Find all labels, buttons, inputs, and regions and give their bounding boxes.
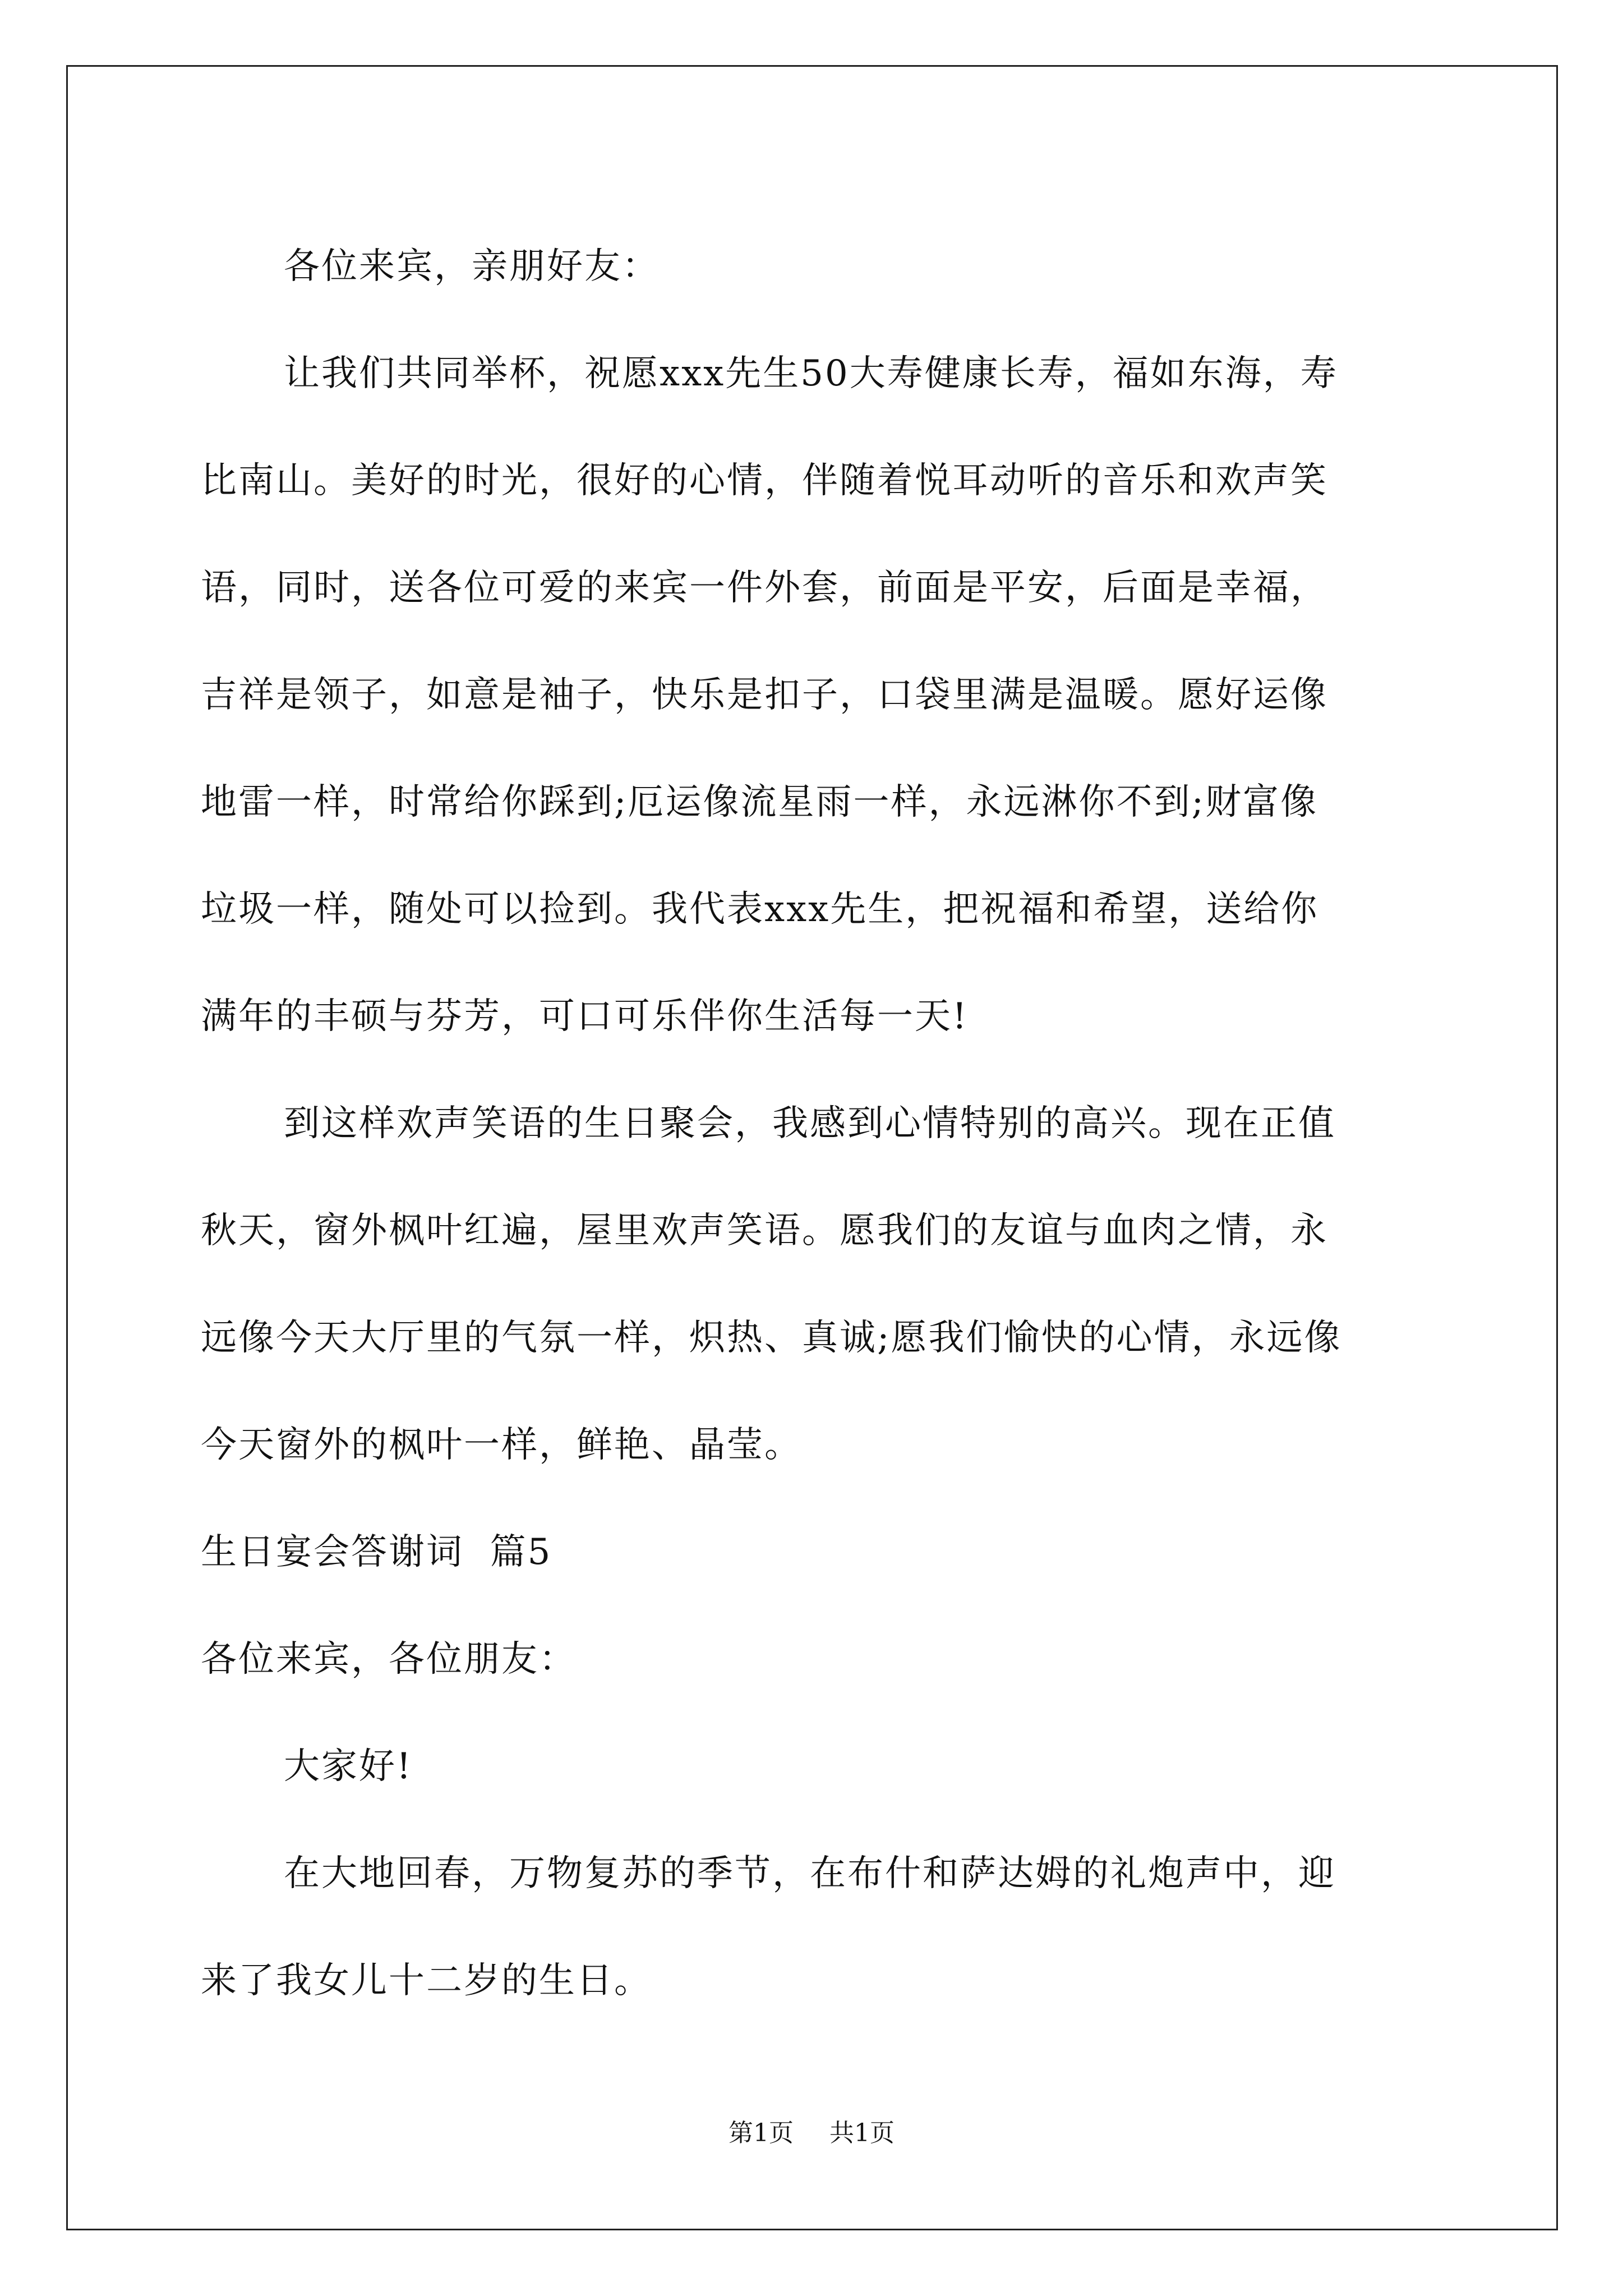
- paragraph-line: 在大地回春，万物复苏的季节，在布什和萨达姆的礼炮声中，迎: [284, 1853, 1336, 1894]
- paragraph-line: 地雷一样，时常给你踩到;厄运像流星雨一样，永远淋你不到;财富像: [201, 781, 1318, 823]
- page-footer: [0, 2116, 1623, 2150]
- greeting: 大家好!: [284, 1746, 413, 1787]
- paragraph-line: 到这样欢声笑语的生日聚会，我感到心情特别的高兴。现在正值: [284, 1103, 1336, 1144]
- paragraph-line: 吉祥是领子，如意是袖子，快乐是扣子，口袋里满是温暖。愿好运像: [201, 674, 1328, 716]
- page-number: 第1页: [728, 2119, 794, 2147]
- paragraph-line: 来了我女儿十二岁的生日。: [201, 1960, 652, 2001]
- paragraph-line: 远像今天大厅里的气氛一样，炽热、真诚;愿我们愉快的心情，永远像: [201, 1317, 1342, 1359]
- document-body: [201, 213, 1435, 2035]
- paragraph-line: 比南山。美好的时光，很好的心情，伴随着悦耳动听的音乐和欢声笑: [201, 460, 1328, 501]
- page-total: 共1页: [829, 2119, 895, 2147]
- salutation: 各位来宾，各位朋友：: [201, 1639, 577, 1680]
- paragraph-line: 让我们共同举杯，祝愿xxx先生50大寿健康长寿，福如东海，寿: [284, 353, 1338, 394]
- section-heading: 生日宴会答谢词 篇5: [201, 1531, 552, 1573]
- paragraph-line: 语，同时，送各位可爱的来宾一件外套，前面是平安，后面是幸福，: [201, 567, 1328, 609]
- paragraph-line: 今天窗外的枫叶一样，鲜艳、晶莹。: [201, 1424, 802, 1466]
- paragraph-line: 秋天，窗外枫叶红遍，屋里欢声笑语。愿我们的友谊与血肉之情，永: [201, 1210, 1328, 1251]
- paragraph-line: 垃圾一样，随处可以捡到。我代表xxx先生，把祝福和希望，送给你: [201, 889, 1319, 930]
- opening-salutation: 各位来宾，亲朋好友：: [284, 246, 660, 287]
- paragraph-line: 满年的丰硕与芬芳，可口可乐伴你生活每一天!: [201, 996, 969, 1037]
